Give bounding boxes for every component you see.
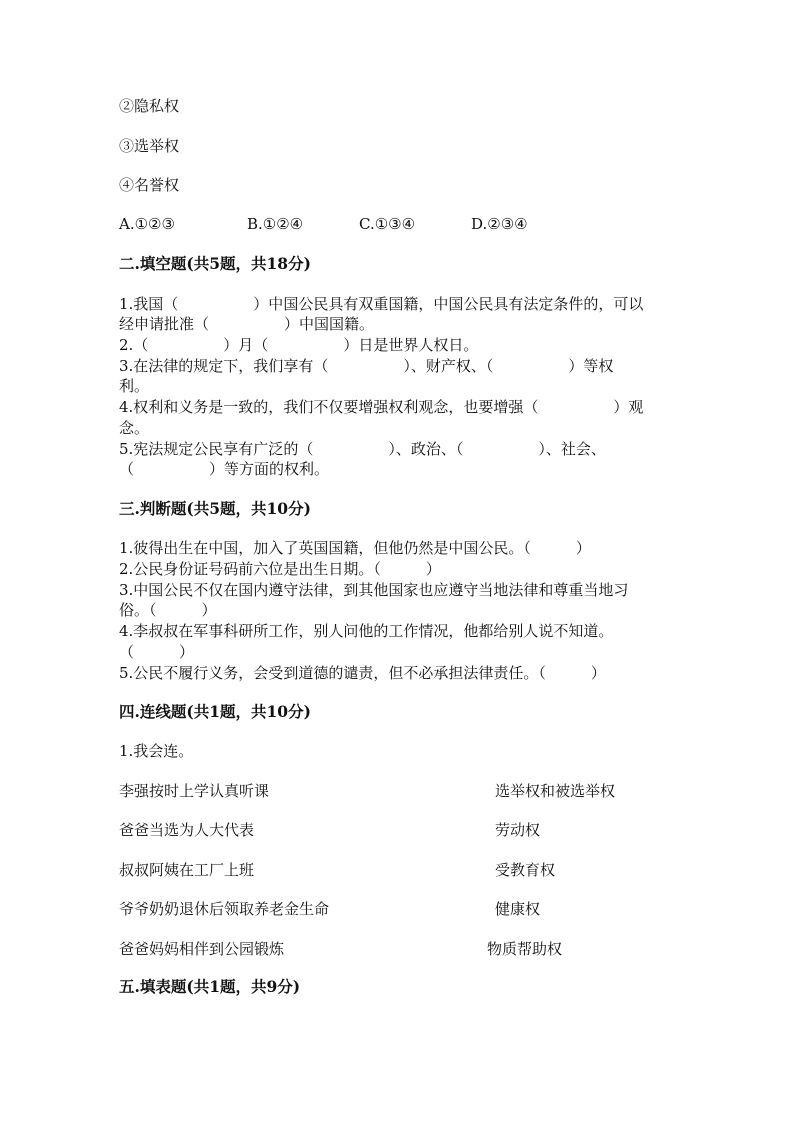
match-left-item: 李强按时上学认真听课: [119, 782, 270, 800]
question-line: 4.权利和义务是一致的，我们不仅要增强权利观念，也要增强（ ）观: [119, 398, 644, 416]
question-line: 3.中国公民不仅在国内遵守法律，到其他国家也应遵守当地法律和尊重当地习: [119, 581, 629, 599]
section-heading-table: 五.填表题(共1题，共9分): [119, 977, 301, 996]
match-left-item: 爷爷奶奶退休后领取养老金生命: [119, 900, 330, 918]
section-heading-matching: 四.连线题(共1题，共10分): [119, 702, 311, 721]
section-heading-true-false: 三.判断题(共5题，共10分): [119, 499, 311, 518]
question-line: 念。: [119, 419, 150, 437]
question-line: 3.在法律的规定下，我们享有（ ）、财产权、（ ）等权: [119, 357, 614, 375]
question-line: 2.公民身份证号码前六位是出生日期。（ ）: [119, 560, 441, 578]
choice-d: D.②③④: [471, 215, 528, 233]
match-left-item: 爸爸妈妈相伴到公园锻炼: [119, 940, 285, 958]
choice-c: C.①③④: [359, 215, 416, 233]
question-line: 经申请批准（ ）中国国籍。: [119, 315, 375, 333]
option-item: ④名誉权: [119, 176, 180, 194]
question-line: 利。: [119, 377, 150, 395]
section-heading-fill-blank: 二.填空题(共5题，共18分): [119, 254, 311, 273]
question-line: 5.公民不履行义务，会受到道德的谴责，但不必承担法律责任。（ ）: [119, 664, 606, 682]
option-item: ③选举权: [119, 137, 180, 155]
match-right-item: 选举权和被选举权: [495, 782, 616, 800]
option-item: ②隐私权: [119, 97, 180, 115]
question-line: （ ）: [119, 643, 195, 661]
question-line: 1.彼得出生在中国，加入了英国国籍，但他仍然是中国公民。（ ）: [119, 539, 591, 557]
match-right-item: 劳动权: [495, 821, 541, 839]
match-left-item: 爸爸当选为人大代表: [119, 821, 255, 839]
match-right-item: 健康权: [495, 900, 541, 918]
question-line: 2.（ ）月（ ）日是世界人权日。: [119, 336, 479, 354]
choice-a: A.①②③: [119, 215, 175, 233]
question-line: 5.宪法规定公民享有广泛的（ ）、政治、（ ）、社会、: [119, 440, 606, 458]
question-line: 4.李叔叔在军事科研所工作，别人问他的工作情况，他都给别人说不知道。: [119, 622, 614, 640]
choice-b: B.①②④: [247, 215, 304, 233]
question-intro: 1.我会连。: [119, 742, 194, 760]
question-line: 俗。（ ）: [119, 601, 217, 619]
match-right-item: 物质帮助权: [487, 940, 563, 958]
match-right-item: 受教育权: [495, 861, 556, 879]
match-left-item: 叔叔阿姨在工厂上班: [119, 861, 255, 879]
question-line: （ ）等方面的权利。: [119, 460, 330, 478]
question-line: 1.我国（ ）中国公民具有双重国籍，中国公民具有法定条件的，可以: [119, 295, 644, 313]
